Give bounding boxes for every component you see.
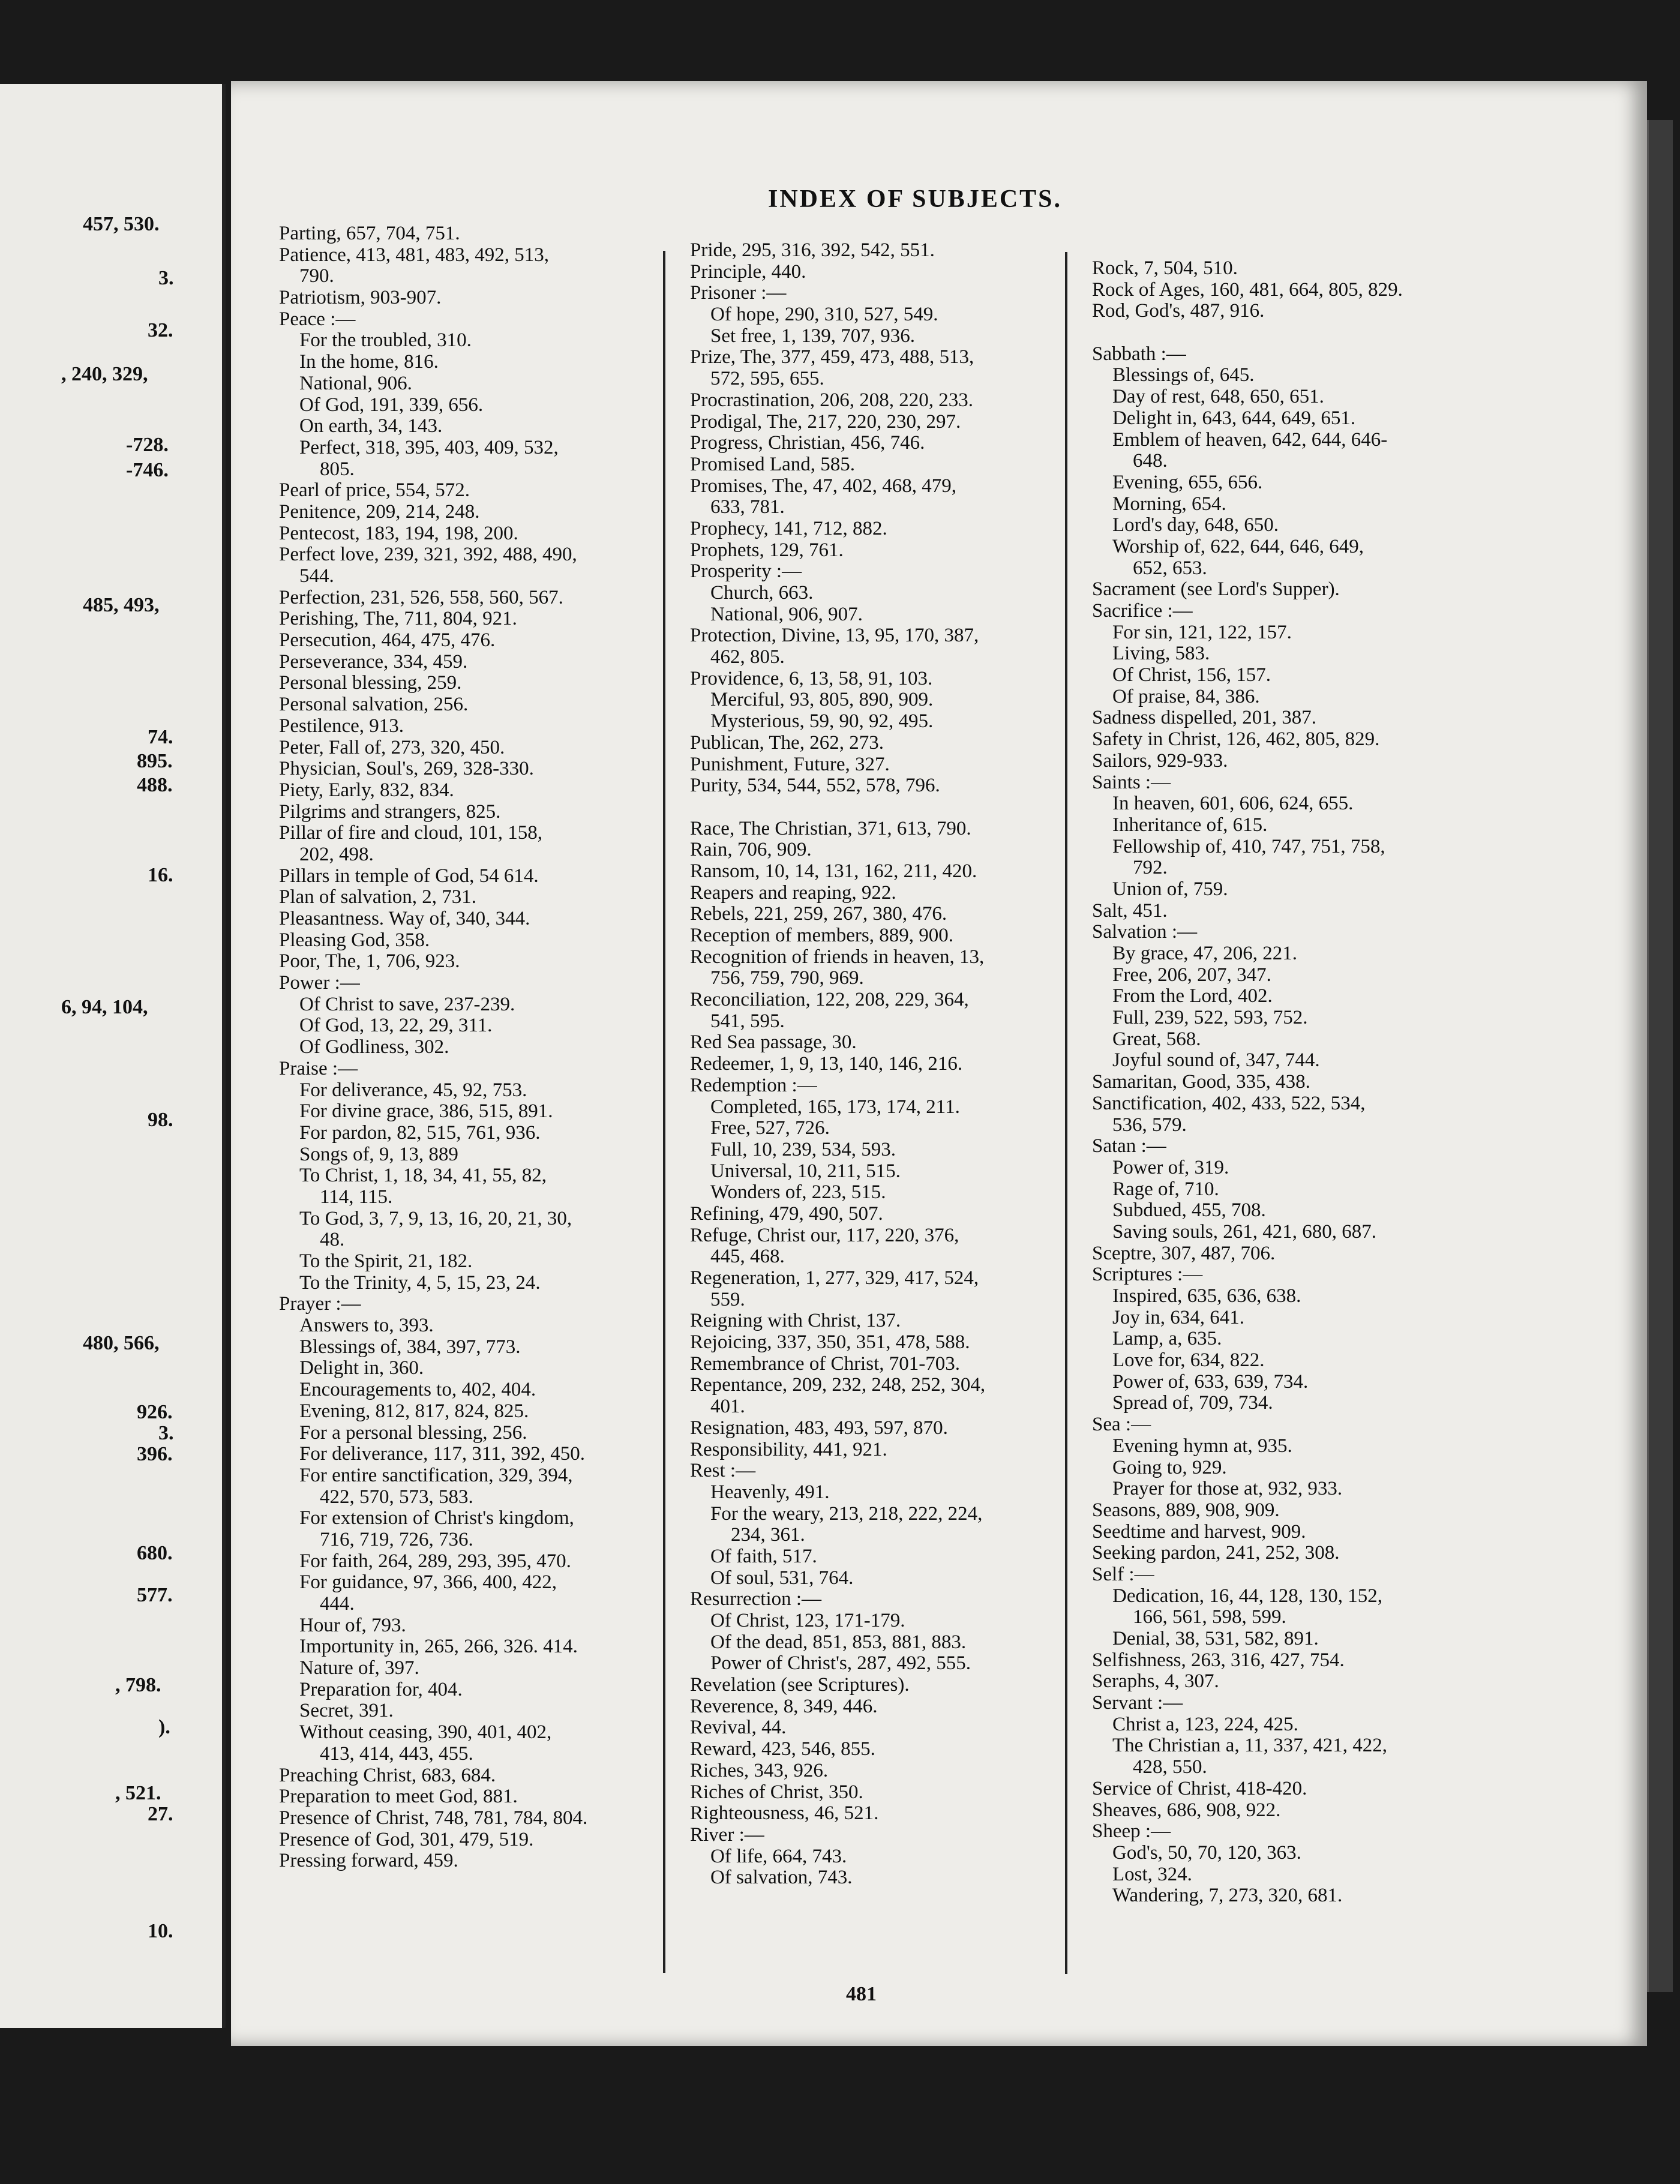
previous-page-fragment: 3. bbox=[158, 1422, 174, 1444]
index-entry: Piety, Early, 832, 834. bbox=[279, 779, 454, 801]
index-subentry: To God, 3, 7, 9, 13, 16, 20, 21, 30, bbox=[299, 1207, 572, 1229]
index-subentry: Delight in, 643, 644, 649, 651. bbox=[1112, 407, 1356, 429]
index-entry: Pearl of price, 554, 572. bbox=[279, 479, 470, 502]
index-entry: Power :— bbox=[279, 972, 360, 994]
index-entry: Rock, 7, 504, 510. bbox=[1092, 257, 1238, 279]
index-entry: Scriptures :— bbox=[1092, 1264, 1203, 1286]
index-subentry: Heavenly, 491. bbox=[710, 1481, 830, 1503]
previous-page-fragment: 16. bbox=[148, 864, 173, 886]
index-subentry: Of the dead, 851, 853, 881, 883. bbox=[710, 1631, 967, 1653]
previous-page-fragment: 485, 493, bbox=[83, 594, 160, 616]
index-subentry: 648. bbox=[1133, 450, 1168, 472]
previous-page-fragment: 895. bbox=[137, 750, 173, 772]
index-subentry: Union of, 759. bbox=[1112, 878, 1228, 900]
index-entry: Recognition of friends in heaven, 13, bbox=[690, 946, 985, 968]
index-subentry: The Christian a, 11, 337, 421, 422, bbox=[1112, 1735, 1387, 1757]
index-subentry: For faith, 264, 289, 293, 395, 470. bbox=[299, 1550, 571, 1572]
index-entry: Reward, 423, 546, 855. bbox=[690, 1738, 875, 1760]
index-entry: Perishing, The, 711, 804, 921. bbox=[279, 608, 517, 630]
index-entry: Pressing forward, 459. bbox=[279, 1850, 458, 1872]
index-entry: Seasons, 889, 908, 909. bbox=[1092, 1499, 1280, 1521]
index-entry: Self :— bbox=[1092, 1563, 1154, 1585]
index-entry: 541, 595. bbox=[710, 1010, 785, 1032]
index-subentry: Lost, 324. bbox=[1112, 1863, 1192, 1885]
index-subentry: Great, 568. bbox=[1112, 1028, 1201, 1050]
index-subentry: Rage of, 710. bbox=[1112, 1178, 1219, 1200]
index-subentry: Of soul, 531, 764. bbox=[710, 1567, 854, 1589]
previous-page-fragment: 3. bbox=[158, 267, 174, 289]
index-subentry: 114, 115. bbox=[320, 1186, 393, 1208]
index-subentry: Of praise, 84, 386. bbox=[1112, 685, 1260, 707]
index-entry: Physician, Soul's, 269, 328-330. bbox=[279, 758, 534, 780]
index-entry: Righteousness, 46, 521. bbox=[690, 1802, 879, 1825]
previous-page-fragment: 74. bbox=[148, 726, 173, 748]
index-entry: Patriotism, 903-907. bbox=[279, 287, 442, 309]
index-subentry: For pardon, 82, 515, 761, 936. bbox=[299, 1121, 541, 1144]
index-entry: Redemption :— bbox=[690, 1074, 817, 1096]
index-subentry: To the Trinity, 4, 5, 15, 23, 24. bbox=[299, 1271, 541, 1294]
index-entry: Praise :— bbox=[279, 1057, 358, 1079]
index-entry: Responsibility, 441, 921. bbox=[690, 1438, 887, 1460]
index-spacer bbox=[1092, 322, 1476, 344]
index-entry: 559. bbox=[710, 1288, 745, 1310]
index-subentry: 234, 361. bbox=[731, 1524, 805, 1546]
index-subentry: Secret, 391. bbox=[299, 1700, 394, 1722]
previous-page-fragment: 480, 566, bbox=[83, 1332, 160, 1354]
index-subentry: God's, 50, 70, 120, 363. bbox=[1112, 1841, 1301, 1864]
index-subentry: For a personal blessing, 256. bbox=[299, 1421, 527, 1444]
index-entry: Seedtime and harvest, 909. bbox=[1092, 1520, 1306, 1543]
index-entry: Procrastination, 206, 208, 220, 233. bbox=[690, 389, 974, 411]
index-subentry: Evening hymn at, 935. bbox=[1112, 1435, 1292, 1457]
index-subentry: Inheritance of, 615. bbox=[1112, 814, 1268, 836]
index-subentry: For sin, 121, 122, 157. bbox=[1112, 621, 1292, 643]
index-subentry: 805. bbox=[320, 458, 355, 480]
index-column-2 bbox=[690, 240, 1074, 1889]
index-entry: Selfishness, 263, 316, 427, 754. bbox=[1092, 1649, 1345, 1671]
index-entry: Reigning with Christ, 137. bbox=[690, 1310, 901, 1332]
index-subentry: In the home, 816. bbox=[299, 351, 439, 373]
previous-page-fragment: 10. bbox=[148, 1920, 173, 1942]
index-entry: Sheaves, 686, 908, 922. bbox=[1092, 1799, 1281, 1821]
index-subentry: Lamp, a, 635. bbox=[1112, 1328, 1222, 1350]
index-entry: Sadness dispelled, 201, 387. bbox=[1092, 707, 1316, 729]
index-entry: Plan of salvation, 2, 731. bbox=[279, 886, 477, 908]
previous-page-fragment: , 798. bbox=[115, 1674, 161, 1696]
index-subentry: Day of rest, 648, 650, 651. bbox=[1112, 386, 1324, 408]
index-entry: Rod, God's, 487, 916. bbox=[1092, 300, 1265, 322]
index-entry: Servant :— bbox=[1092, 1692, 1183, 1714]
index-subentry: On earth, 34, 143. bbox=[299, 415, 443, 437]
index-subentry: 716, 719, 726, 736. bbox=[320, 1528, 473, 1550]
index-subentry: By grace, 47, 206, 221. bbox=[1112, 943, 1297, 964]
index-subentry: National, 906. bbox=[299, 372, 412, 394]
index-subentry: For deliverance, 117, 311, 392, 450. bbox=[299, 1443, 585, 1465]
index-subentry: Of Christ, 156, 157. bbox=[1112, 664, 1271, 686]
index-subentry: 166, 561, 598, 599. bbox=[1133, 1606, 1286, 1628]
index-subentry: Of faith, 517. bbox=[710, 1545, 817, 1567]
index-entry: Sceptre, 307, 487, 706. bbox=[1092, 1242, 1276, 1264]
index-subentry: Dedication, 16, 44, 128, 130, 152, bbox=[1112, 1585, 1383, 1607]
index-subentry: Saving souls, 261, 421, 680, 687. bbox=[1112, 1220, 1377, 1243]
index-entry: Prisoner :— bbox=[690, 282, 787, 304]
index-entry: Perseverance, 334, 459. bbox=[279, 650, 468, 673]
index-subentry: Songs of, 9, 13, 889 bbox=[299, 1143, 458, 1165]
index-entry: Refining, 479, 490, 507. bbox=[690, 1202, 883, 1225]
index-subentry: Universal, 10, 211, 515. bbox=[710, 1160, 901, 1182]
index-entry: Pillar of fire and cloud, 101, 158, bbox=[279, 822, 542, 844]
index-entry: Presence of God, 301, 479, 519. bbox=[279, 1828, 534, 1850]
index-entry: River :— bbox=[690, 1823, 764, 1846]
previous-page-fragment: -728. bbox=[126, 434, 169, 456]
index-entry: Red Sea passage, 30. bbox=[690, 1031, 857, 1054]
index-entry: Sanctification, 402, 433, 522, 534, bbox=[1092, 1092, 1366, 1114]
index-entry: Poor, The, 1, 706, 923. bbox=[279, 950, 460, 973]
index-subentry: To Christ, 1, 18, 34, 41, 55, 82, bbox=[299, 1165, 547, 1187]
index-subentry: Church, 663. bbox=[710, 582, 814, 604]
index-subentry: Christ a, 123, 224, 425. bbox=[1112, 1713, 1298, 1735]
index-subentry: Of God, 13, 22, 29, 311. bbox=[299, 1015, 493, 1037]
index-entry: Saints :— bbox=[1092, 771, 1171, 793]
index-subentry: Free, 206, 207, 347. bbox=[1112, 964, 1271, 986]
index-subentry: Worship of, 622, 644, 646, 649, bbox=[1112, 535, 1364, 557]
index-subentry: Completed, 165, 173, 174, 211. bbox=[710, 1096, 960, 1118]
index-entry: Pride, 295, 316, 392, 542, 551. bbox=[690, 239, 935, 261]
index-entry: Sailors, 929-933. bbox=[1092, 749, 1228, 772]
index-subentry: Spread of, 709, 734. bbox=[1112, 1392, 1273, 1414]
index-subentry: Preparation for, 404. bbox=[299, 1678, 463, 1700]
page-number: 481 bbox=[846, 1983, 877, 2005]
index-entry: Salvation :— bbox=[1092, 921, 1198, 943]
index-entry: 756, 759, 790, 969. bbox=[710, 967, 864, 989]
previous-page-fragment: 457, 530. bbox=[83, 213, 160, 235]
index-entry: 536, 579. bbox=[1112, 1114, 1187, 1136]
index-entry: 401. bbox=[710, 1396, 745, 1418]
index-entry: Salt, 451. bbox=[1092, 899, 1168, 922]
index-entry: Prayer :— bbox=[279, 1293, 361, 1315]
index-subentry: Power of, 633, 639, 734. bbox=[1112, 1370, 1309, 1393]
index-subentry: National, 906, 907. bbox=[710, 603, 863, 625]
index-subentry: 413, 414, 443, 455. bbox=[320, 1742, 473, 1765]
index-entry: Safety in Christ, 126, 462, 805, 829. bbox=[1092, 728, 1380, 751]
previous-page-fragment: , 521. bbox=[115, 1782, 161, 1804]
index-entry: Prize, The, 377, 459, 473, 488, 513, bbox=[690, 346, 974, 368]
index-entry: Riches of Christ, 350. bbox=[690, 1781, 863, 1803]
index-subentry: 444. bbox=[320, 1593, 355, 1615]
index-entry: Protection, Divine, 13, 95, 170, 387, bbox=[690, 625, 979, 647]
index-entry: Preaching Christ, 683, 684. bbox=[279, 1764, 496, 1786]
index-subentry: Wandering, 7, 273, 320, 681. bbox=[1112, 1885, 1343, 1907]
index-subentry: Prayer for those at, 932, 933. bbox=[1112, 1478, 1343, 1500]
index-entry: Prosperity :— bbox=[690, 560, 802, 583]
index-entry: Reconciliation, 122, 208, 229, 364, bbox=[690, 989, 969, 1011]
index-entry: Seeking pardon, 241, 252, 308. bbox=[1092, 1542, 1340, 1564]
index-subentry: Blessings of, 384, 397, 773. bbox=[299, 1336, 521, 1358]
index-entry: Reverence, 8, 349, 446. bbox=[690, 1695, 878, 1717]
index-subentry: For deliverance, 45, 92, 753. bbox=[299, 1079, 527, 1101]
index-entry: Resurrection :— bbox=[690, 1588, 822, 1610]
index-subentry: Encouragements to, 402, 404. bbox=[299, 1379, 536, 1401]
index-subentry: Of Christ to save, 237-239. bbox=[299, 993, 515, 1015]
index-subentry: Blessings of, 645. bbox=[1112, 364, 1255, 386]
index-entry: Personal salvation, 256. bbox=[279, 694, 469, 716]
index-entry: Presence of Christ, 748, 781, 784, 804. bbox=[279, 1807, 588, 1829]
index-subentry: Power of Christ's, 287, 492, 555. bbox=[710, 1652, 971, 1675]
index-entry: Satan :— bbox=[1092, 1135, 1166, 1157]
index-entry: Promised Land, 585. bbox=[690, 453, 855, 475]
index-subentry: From the Lord, 402. bbox=[1112, 985, 1273, 1007]
index-entry: Prophets, 129, 761. bbox=[690, 539, 844, 561]
previous-page-fragment: 27. bbox=[148, 1803, 173, 1825]
index-entry: Parting, 657, 704, 751. bbox=[279, 223, 460, 244]
index-entry: Regeneration, 1, 277, 329, 417, 524, bbox=[690, 1267, 979, 1289]
index-entry: Promises, The, 47, 402, 468, 479, bbox=[690, 475, 956, 497]
index-subentry: 652, 653. bbox=[1133, 557, 1207, 579]
index-subentry: In heaven, 601, 606, 624, 655. bbox=[1112, 793, 1354, 815]
previous-page-fragment: -746. bbox=[126, 459, 169, 481]
index-column-3 bbox=[1092, 258, 1476, 1907]
index-subentry: Power of, 319. bbox=[1112, 1156, 1229, 1178]
index-subentry: For entire sanctification, 329, 394, bbox=[299, 1464, 573, 1486]
index-subentry: Of life, 664, 743. bbox=[710, 1845, 847, 1867]
index-entry: Repentance, 209, 232, 248, 252, 304, bbox=[690, 1374, 986, 1396]
previous-page-fragment: 577. bbox=[137, 1584, 173, 1606]
index-subentry: Perfect, 318, 395, 403, 409, 532, bbox=[299, 436, 559, 458]
index-entry: Rain, 706, 909. bbox=[690, 839, 812, 861]
index-entry: Rock of Ages, 160, 481, 664, 805, 829. bbox=[1092, 278, 1403, 301]
index-subentry: Free, 527, 726. bbox=[710, 1117, 830, 1139]
index-entry: Refuge, Christ our, 117, 220, 376, bbox=[690, 1224, 959, 1246]
index-entry: Sabbath :— bbox=[1092, 343, 1186, 365]
index-entry: Reapers and reaping, 922. bbox=[690, 881, 896, 904]
index-subentry: Importunity in, 265, 266, 326. 414. bbox=[299, 1636, 578, 1658]
previous-page-fragment: 488. bbox=[137, 774, 173, 796]
index-subentry: 428, 550. bbox=[1133, 1756, 1207, 1778]
index-entry: 462, 805. bbox=[710, 646, 785, 668]
index-subentry: Delight in, 360. bbox=[299, 1357, 424, 1379]
index-entry: Revelation (see Scriptures). bbox=[690, 1674, 910, 1696]
index-entry: Prophecy, 141, 712, 882. bbox=[690, 517, 887, 539]
index-entry: Resignation, 483, 493, 597, 870. bbox=[690, 1417, 948, 1439]
index-subentry: Of hope, 290, 310, 527, 549. bbox=[710, 304, 938, 326]
index-subentry: Of salvation, 743. bbox=[710, 1867, 853, 1889]
index-entry: Sheep :— bbox=[1092, 1820, 1171, 1843]
index-entry: Peter, Fall of, 273, 320, 450. bbox=[279, 736, 505, 758]
column-rule bbox=[663, 251, 665, 1973]
index-subentry: Merciful, 93, 805, 890, 909. bbox=[710, 689, 934, 711]
index-entry: Race, The Christian, 371, 613, 790. bbox=[690, 817, 971, 839]
index-subentry: Full, 239, 522, 593, 752. bbox=[1112, 1007, 1308, 1029]
index-entry: Principle, 440. bbox=[690, 260, 806, 283]
index-entry: Providence, 6, 13, 58, 91, 103. bbox=[690, 667, 933, 689]
index-entry: Pilgrims and strangers, 825. bbox=[279, 800, 501, 823]
index-subentry: Of Christ, 123, 171-179. bbox=[710, 1610, 905, 1631]
index-subentry: For the troubled, 310. bbox=[299, 329, 472, 352]
index-subentry: For guidance, 97, 366, 400, 422, bbox=[299, 1571, 557, 1594]
index-entry: Pleasantness. Way of, 340, 344. bbox=[279, 908, 530, 929]
index-entry: Ransom, 10, 14, 131, 162, 211, 420. bbox=[690, 860, 977, 882]
index-subentry: Without ceasing, 390, 401, 402, bbox=[299, 1721, 552, 1744]
previous-page-fragment: 6, 94, 104, bbox=[61, 996, 148, 1018]
index-entry: Purity, 534, 544, 552, 578, 796. bbox=[690, 775, 940, 797]
index-subentry: Of God, 191, 339, 656. bbox=[299, 394, 484, 416]
index-subentry: Evening, 655, 656. bbox=[1112, 471, 1263, 493]
index-subentry: Love for, 634, 822. bbox=[1112, 1349, 1265, 1372]
column-rule bbox=[1065, 252, 1067, 1974]
index-subentry: Subdued, 455, 708. bbox=[1112, 1199, 1266, 1222]
index-entry: 633, 781. bbox=[710, 496, 785, 518]
index-entry: Sea :— bbox=[1092, 1414, 1151, 1436]
index-subentry: For divine grace, 386, 515, 891. bbox=[299, 1100, 553, 1123]
index-entry: Punishment, Future, 327. bbox=[690, 753, 890, 775]
index-subentry: Of Godliness, 302. bbox=[299, 1036, 449, 1058]
index-subentry: Morning, 654. bbox=[1112, 493, 1226, 515]
index-entry: Rest :— bbox=[690, 1460, 756, 1482]
page-edge bbox=[1647, 120, 1673, 1992]
index-entry: 790. bbox=[299, 265, 334, 287]
index-entry: Pestilence, 913. bbox=[279, 715, 404, 737]
index-spacer bbox=[690, 797, 1074, 818]
index-entry: 202, 498. bbox=[299, 843, 374, 865]
index-subentry: Going to, 929. bbox=[1112, 1456, 1227, 1478]
index-subentry: 48. bbox=[320, 1229, 345, 1251]
index-entry: Personal blessing, 259. bbox=[279, 672, 462, 694]
index-subentry: For the weary, 213, 218, 222, 224, bbox=[710, 1502, 983, 1525]
index-subentry: Joyful sound of, 347, 744. bbox=[1112, 1049, 1320, 1072]
index-entry: Peace :— bbox=[279, 308, 356, 330]
index-entry: Publican, The, 262, 273. bbox=[690, 731, 884, 754]
index-entry: Preparation to meet God, 881. bbox=[279, 1786, 518, 1808]
index-entry: Progress, Christian, 456, 746. bbox=[690, 432, 925, 454]
index-subentry: Living, 583. bbox=[1112, 643, 1210, 665]
index-entry: Sacrament (see Lord's Supper). bbox=[1092, 578, 1340, 601]
previous-page-fragment: 396. bbox=[137, 1443, 173, 1465]
index-entry: Reception of members, 889, 900. bbox=[690, 925, 953, 946]
index-entry: Prodigal, The, 217, 220, 230, 297. bbox=[690, 410, 961, 433]
index-entry: Revival, 44. bbox=[690, 1717, 787, 1739]
index-entry: Seraphs, 4, 307. bbox=[1092, 1670, 1219, 1693]
index-subentry: Joy in, 634, 641. bbox=[1112, 1306, 1245, 1328]
index-subentry: 422, 570, 573, 583. bbox=[320, 1486, 473, 1508]
index-subentry: Inspired, 635, 636, 638. bbox=[1112, 1285, 1301, 1307]
index-entry: Rebels, 221, 259, 267, 380, 476. bbox=[690, 903, 947, 925]
index-entry: Perfect love, 239, 321, 392, 488, 490, bbox=[279, 544, 577, 566]
index-subentry: Lord's day, 648, 650. bbox=[1112, 514, 1279, 536]
previous-page-fragment: ). bbox=[158, 1716, 170, 1738]
previous-page-fragment: 32. bbox=[148, 319, 173, 341]
index-entry: Riches, 343, 926. bbox=[690, 1759, 829, 1781]
index-entry: Persecution, 464, 475, 476. bbox=[279, 629, 496, 652]
index-entry: Pentecost, 183, 194, 198, 200. bbox=[279, 522, 518, 544]
index-column-1 bbox=[279, 223, 663, 1872]
index-subentry: 792. bbox=[1133, 857, 1168, 879]
index-entry: Redeemer, 1, 9, 13, 140, 146, 216. bbox=[690, 1053, 963, 1075]
index-subentry: Wonders of, 223, 515. bbox=[710, 1181, 886, 1204]
index-subentry: Set free, 1, 139, 707, 936. bbox=[710, 325, 915, 347]
index-subentry: For extension of Christ's kingdom, bbox=[299, 1507, 574, 1529]
index-subentry: Fellowship of, 410, 747, 751, 758, bbox=[1112, 835, 1385, 857]
index-entry: Sacrifice :— bbox=[1092, 600, 1193, 622]
previous-page-fragment: 680. bbox=[137, 1542, 173, 1564]
index-entry: Remembrance of Christ, 701-703. bbox=[690, 1352, 960, 1375]
previous-page-fragment: 98. bbox=[148, 1109, 173, 1131]
index-entry: Service of Christ, 418-420. bbox=[1092, 1777, 1307, 1799]
previous-page bbox=[0, 84, 226, 2028]
index-entry: Perfection, 231, 526, 558, 560, 567. bbox=[279, 586, 563, 608]
index-entry: 445, 468. bbox=[710, 1246, 785, 1268]
index-subentry: Mysterious, 59, 90, 92, 495. bbox=[710, 710, 934, 733]
index-subentry: Answers to, 393. bbox=[299, 1315, 434, 1337]
index-entry: Pillars in temple of God, 54 614. bbox=[279, 865, 539, 887]
index-subentry: Denial, 38, 531, 582, 891. bbox=[1112, 1628, 1319, 1649]
index-subentry: Evening, 812, 817, 824, 825. bbox=[299, 1400, 529, 1422]
index-entry: Pleasing God, 358. bbox=[279, 929, 430, 951]
index-entry: Samaritan, Good, 335, 438. bbox=[1092, 1071, 1310, 1093]
index-subentry: Nature of, 397. bbox=[299, 1657, 419, 1679]
index-subentry: Hour of, 793. bbox=[299, 1614, 406, 1636]
index-entry: Penitence, 209, 214, 248. bbox=[279, 500, 480, 523]
index-subentry: Emblem of heaven, 642, 644, 646- bbox=[1112, 428, 1388, 451]
previous-page-fragment: 926. bbox=[137, 1401, 173, 1423]
previous-page-fragment: , 240, 329, bbox=[61, 363, 148, 385]
index-entry: 572, 595, 655. bbox=[710, 368, 824, 390]
index-entry: 544. bbox=[299, 565, 334, 587]
index-subentry: Full, 10, 239, 534, 593. bbox=[710, 1138, 896, 1160]
index-entry: Rejoicing, 337, 350, 351, 478, 588. bbox=[690, 1331, 970, 1354]
page-title: INDEX OF SUBJECTS. bbox=[768, 185, 1063, 213]
index-entry: Patience, 413, 481, 483, 492, 513, bbox=[279, 244, 550, 266]
index-subentry: To the Spirit, 21, 182. bbox=[299, 1250, 473, 1272]
